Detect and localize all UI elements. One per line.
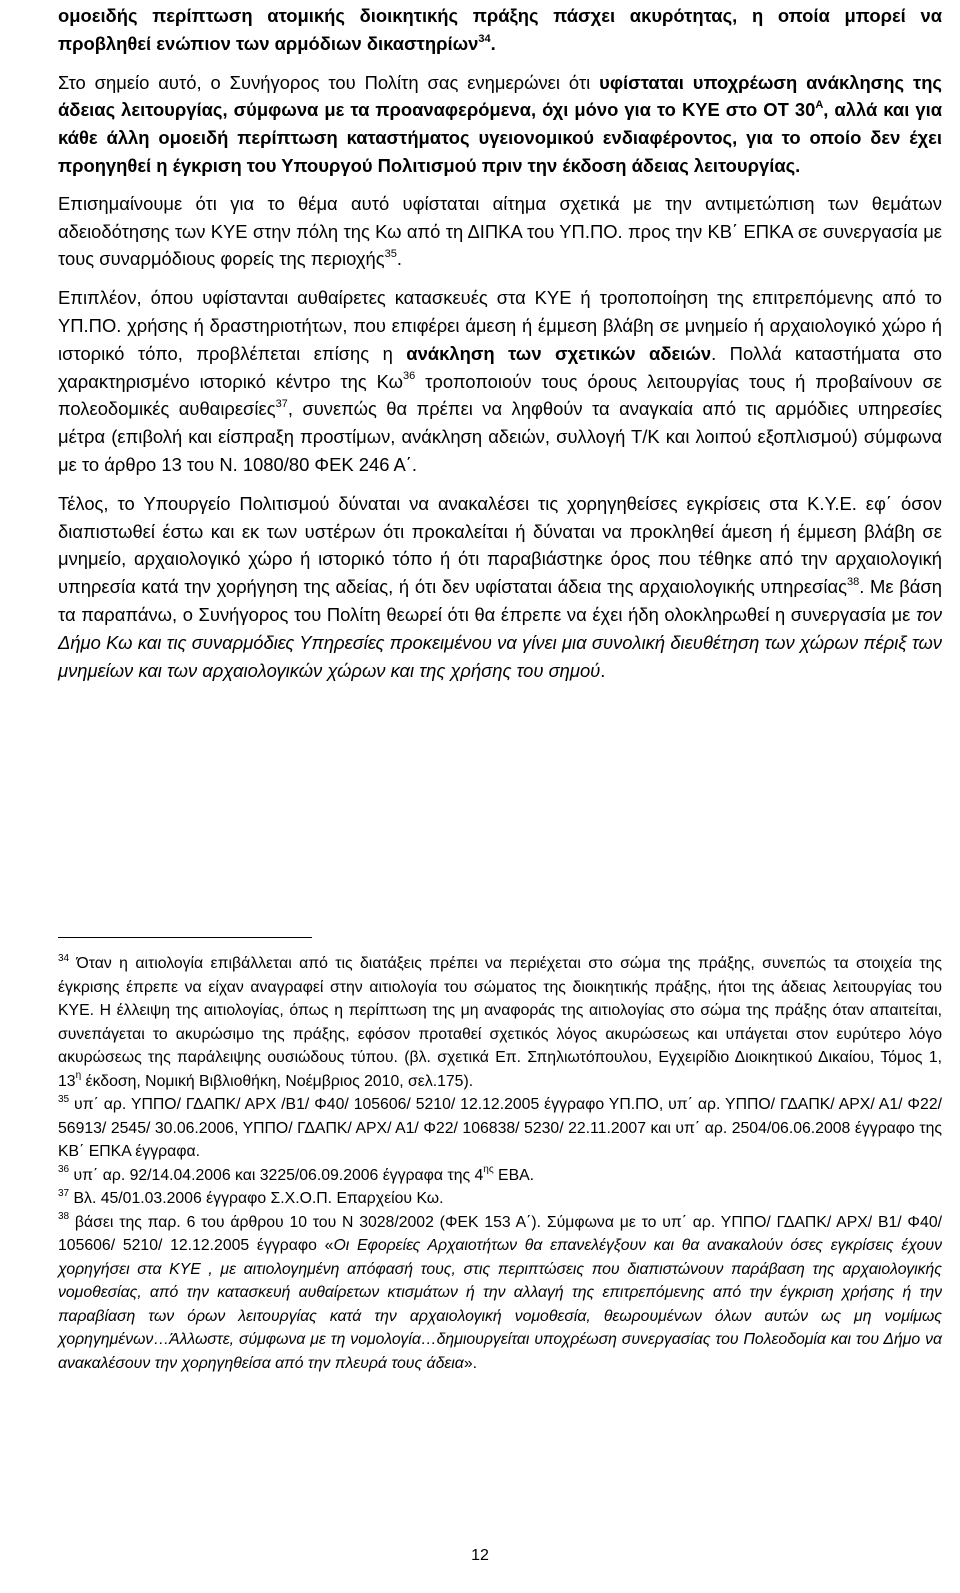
footnote-number: 36 xyxy=(58,1164,70,1176)
footnote-37 xyxy=(58,1187,942,1211)
superscript: ης xyxy=(483,1164,494,1176)
footnote-38 xyxy=(58,1211,942,1376)
footnote-text: υπ΄ αρ. 92/14.04.2006 και 3225/06.09.2006 έγγραφα της 4 xyxy=(69,1166,484,1184)
page-number: 12 xyxy=(471,1547,489,1564)
footnotes xyxy=(58,952,942,1375)
paragraph-text: Επιπλέον, όπου υφίστανται αυθαίρετες κατασκευές στα ΚΥΕ ή τροποποίηση της επιτρεπόμενης από το ΥΠ.ΠΟ. χρήσης ή δραστηριοτήτων, που επιφέρει άμεση ή έμμεση βλάβη σε μνημείο ή αρχαιολογικό χώρο ή ιστορικό τόπο, προβλέπεται επίσης η xyxy=(58,287,942,364)
paragraph-text: ομοειδής περίπτωση ατομικής διοικητικής πράξης πάσχει ακυρότητας, η οποία μπορεί να προβληθεί ενώπιον των αρμόδιων δικαστηρίων xyxy=(58,5,942,54)
footnote-ref-38[interactable]: 38 xyxy=(846,576,860,589)
paragraph-text: . xyxy=(600,659,606,681)
footnote-number: 34 xyxy=(58,952,70,964)
footnote-34 xyxy=(58,952,942,1093)
paragraph-continuation xyxy=(58,2,942,58)
italic-quote: Οι Εφορείες Αρχαιοτήτων θα επανελέγξουν και θα ανακαλούν όσες εγκρίσεις έχουν χορηγήσει στα ΚΥΕ , με αιτιολογημένη απόφασή τους, στις περιπτώσεις που διαπιστώνουν παράβαση της αρχαιολογικής νομοθεσίας, από την κατασκευή αυθαίρετων κτισμάτων ή την αλλαγή της επιτρεπόμενης από την έγκριση χρήσης ή την παραβίαση των όρων λειτουργίας κατά την αρχαιολογική νομοθεσία, θεωρουμένων όλων αυτών ως μη νομίμως χορηγημένων…Άλλωστε, σύμφωνα με τη νομολογία…δημιουργείται υποχρέωση συνεργασίας του Πολεοδομία και του Δήμο να ανακαλέσουν την χορηγηθείσα από την πλευρά τους άδεια xyxy=(58,1237,942,1372)
footnote-35 xyxy=(58,1093,942,1164)
paragraph-text: . xyxy=(490,32,496,54)
bold-text: , αλλά και για κάθε άλλη ομοειδή περίπτωση καταστήματος υγειονομικού ενδιαφέροντος, για το οποίο δεν έχει προηγηθεί η έγκριση του Υπουργού Πολιτισμού πριν την έκδοση άδειας λειτουργίας. xyxy=(58,99,942,176)
footnote-number: 35 xyxy=(58,1093,70,1105)
bold-text: ανάκληση των σχετικών αδειών xyxy=(406,342,712,364)
paragraph-request xyxy=(58,190,942,273)
paragraph-text: Τέλος, το Υπουργείο Πολιτισμού δύναται να ανακαλέσει τις χορηγηθείσες εγκρίσεις στα Κ.Υ.Ε. εφ΄ όσον διαπιστωθεί έστω και εκ των υστέρων ότι προκαλείται ή δύναται να προκληθεί άμεση ή έμμεση βλάβη σε μνημείο, αρχαιολογικό χώρο ή ιστορικό τόπο ή ότι παραβιάστηκε όρος που τέθηκε από την αρχαιολογική υπηρεσία κατά την χορήγηση της αδείας, ή ότι δεν υφίσταται άδεια της αρχαιολογικής υπηρεσίας xyxy=(58,492,942,598)
footnote-text: έκδοση, Νομική Βιβλιοθήκη, Νοέμβριος 2010, σελ.175). xyxy=(81,1072,474,1090)
footnote-ref-37[interactable]: 37 xyxy=(275,398,288,411)
footnote-number: 38 xyxy=(58,1211,70,1223)
paragraph-conclusion xyxy=(58,490,942,685)
footnote-36 xyxy=(58,1164,942,1188)
footnote-text: ». xyxy=(463,1354,477,1372)
footnote-ref-34[interactable]: 34 xyxy=(478,32,491,45)
italic-text: τον Δήμο Κω και τις συναρμόδιες Υπηρεσίες προκειμένου να γίνει μια συνολική διευθέτηση των χώρων πέριξ των μνημείων και των αρχαιολογικών χώρων και της χρήσης του σημού xyxy=(58,603,942,681)
footnote-text: ΕΒΑ. xyxy=(493,1166,535,1184)
footnote-separator xyxy=(58,937,312,938)
footnote-text: Βλ. 45/01.03.2006 έγγραφο Σ.Χ.Ο.Π. Επαρχείου Κω. xyxy=(69,1190,444,1207)
paragraph-unauthorized-constructions xyxy=(58,284,942,479)
paragraph-text: τροποποιούν τους όρους λειτουργίας τους ή προβαίνουν σε πολεοδομικές αυθαιρεσίες xyxy=(58,370,943,420)
footnote-text: βάσει της παρ. 6 του άρθρου 10 του Ν 3028/2002 (ΦΕΚ 153 Α΄). Σύμφωνα με το υπ΄ αρ. ΥΠΠΟ/ ΓΔΑΠΚ/ ΑΡΧ/ Β1/ Φ40/ 105606/ 5210/ 12.12.2005 έγγραφο « xyxy=(58,1213,942,1254)
footnote-text: Όταν η αιτιολογία επιβάλλεται από τις διατάξεις πρέπει να περιέχεται στο σώμα της πράξης, συνεπώς τα στοιχεία της έγκρισης έπρεπε να είχαν αναγραφεί στην αιτιολογία του σώματος της διοικητικής πράξης, ήτοι της άδειας λειτουργίας του ΚΥΕ. Η έλλειψη της αιτιολογίας, όπως η περίπτωση της μη αναφοράς της αιτιολογίας στο σώμα της πράξης όταν απαιτείται, συνεπάγεται το ακυρώσιμο της πράξης, εφόσον προταθεί σχετικός λόγος ακυρώσεως και υπάγεται στον ευρύτερο λόγο ακυρώσεως της παράλειψης ουσιώδους τύπου. (βλ. σχετικά Επ. Σπηλιωτόπουλου, Εγχειρίδιο Διοικητικού Δικαίου, Τόμος 1, 13 xyxy=(58,955,942,1090)
paragraph-text: Στο σημείο αυτό, ο Συνήγορος του Πολίτη σας ενημερώνει ότι xyxy=(58,71,600,93)
paragraph-text: . Με βάση τα παραπάνω, ο Συνήγορος του Πολίτη θεωρεί ότι θα έπρεπε να έχει ήδη ολοκληρωθεί η συνεργασία με xyxy=(58,576,943,625)
footnote-number: 37 xyxy=(58,1187,70,1199)
footnote-text: υπ΄ αρ. ΥΠΠΟ/ ΓΔΑΠΚ/ ΑΡΧ /Β1/ Φ40/ 105606/ 5210/ 12.12.2005 έγγραφο ΥΠ.ΠΟ, υπ΄ αρ. ΥΠΠΟ/ ΓΔΑΠΚ/ ΑΡΧ/ Α1/ Φ22/ 56913/ 2545/ 30.06.2006, ΥΠΠΟ/ ΓΔΑΠΚ/ ΑΡΧ/ Α1/ Φ22/ 106838/ 5230/ 22.11.2007 και υπ΄ αρ. 2504/06.06.2008 έγγραφο της ΚΒ΄ ΕΠΚΑ έγγραφα. xyxy=(58,1096,942,1160)
paragraph-text: Επισημαίνουμε ότι για το θέμα αυτό υφίσταται αίτημα σχετικά με την αντιμετώπιση των θεμάτων αδειοδότησης των ΚΥΕ στην πόλη της Κω από τη ΔΙΠΚΑ του ΥΠ.ΠΟ. προς την ΚΒ΄ ΕΠΚΑ σε συνεργασία με τους συναρμόδιους φορείς της περιοχής xyxy=(58,192,942,270)
paragraph-text: . xyxy=(396,248,402,270)
superscript: η xyxy=(75,1070,82,1082)
paragraph-revocation-obligation xyxy=(58,69,942,180)
superscript: Α xyxy=(815,99,824,112)
footnote-ref-36[interactable]: 36 xyxy=(403,370,416,383)
body-text xyxy=(58,2,942,684)
bold-text: υφίσταται υποχρέωση ανάκλησης της άδειας λειτουργίας, σύμφωνα με τα προαναφερόμενα, όχι μόνο για το ΚΥΕ στο ΟΤ 30 xyxy=(58,71,942,121)
paragraph-text: , συνεπώς θα πρέπει να ληφθούν τα αναγκαία από τις αρμόδιες υπηρεσίες μέτρα (επιβολή και είσπραξη προστίμων, ανάκληση αδειών, συλλογή Τ/Κ και λοιπού εξοπλισμού) σύμφωνα με το άρθρο 13 του Ν. 1080/80 ΦΕΚ 246 Α΄. xyxy=(58,398,943,475)
paragraph-text: . Πολλά καταστήματα στο χαρακτηρισμένο ιστορικό κέντρο της Κω xyxy=(58,342,943,392)
footnote-ref-35[interactable]: 35 xyxy=(384,248,397,261)
